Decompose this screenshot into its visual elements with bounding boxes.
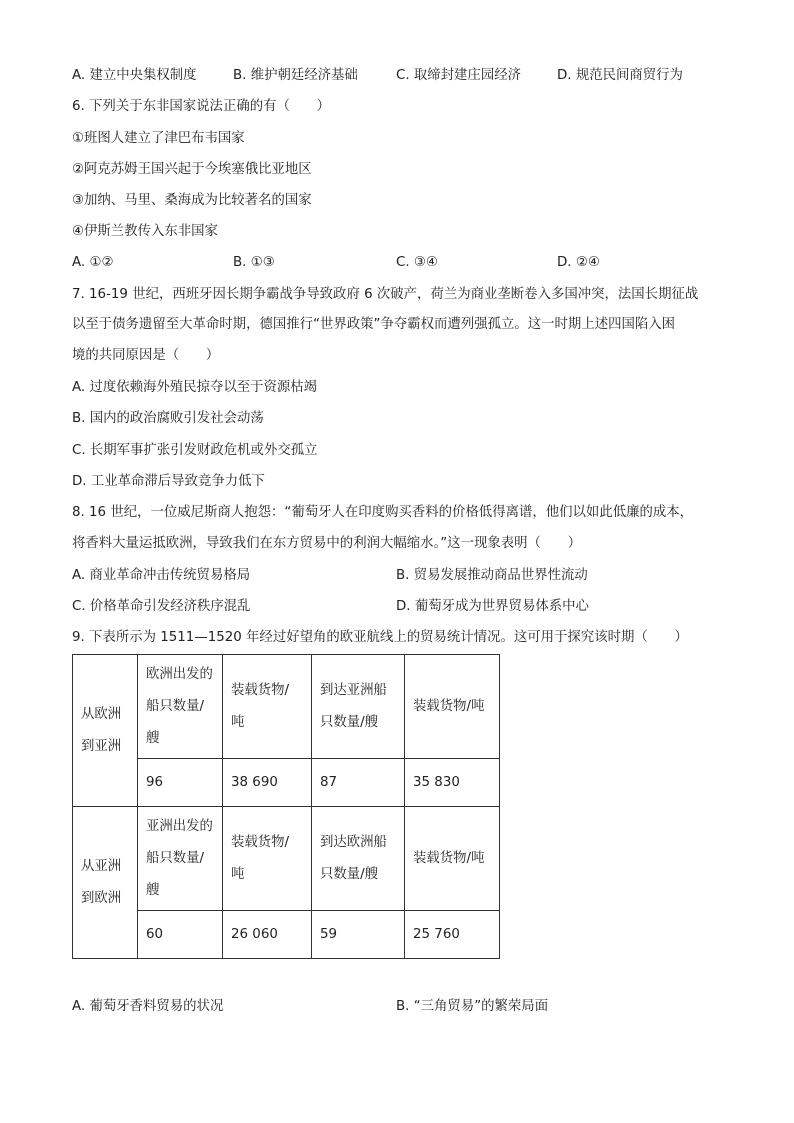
q6-item-1: ①班图人建立了津巴布韦国家	[72, 131, 245, 146]
header-line: 船只数量/	[146, 850, 205, 866]
header-line: 只数量/艘	[320, 714, 379, 730]
header-line: 只数量/艘	[320, 866, 379, 882]
region-label-line: 到欧洲	[81, 890, 122, 906]
header-cell	[138, 807, 223, 911]
header-line: 亚洲出发的	[146, 818, 213, 834]
header-line: 装载货物/	[231, 682, 290, 698]
region-cell-asia-to-europe	[73, 807, 138, 959]
q7-option-a: A. 过度依赖海外殖民掠夺以至于资源枯竭	[72, 380, 318, 395]
header-cell	[223, 655, 312, 759]
header-cell	[223, 807, 312, 911]
value-cell: 26 060	[223, 911, 312, 959]
q6-option-a: A. ①②	[72, 255, 114, 270]
header-line: 船只数量/	[146, 698, 205, 714]
q8-option-b: B. 贸易发展推动商品世界性流动	[396, 568, 588, 583]
value-cell: 59	[312, 911, 405, 959]
value-cell: 35 830	[405, 759, 500, 807]
header-line: 吨	[231, 866, 245, 882]
value-cell: 25 760	[405, 911, 500, 959]
header-line: 到达亚洲船	[320, 682, 387, 698]
header-line: 装载货物/	[231, 834, 290, 850]
q9-option-b: B. “三角贸易”的繁荣局面	[396, 999, 549, 1014]
q7-stem-line-3: 境的共同原因是（ ）	[72, 348, 220, 363]
value-cell: 87	[312, 759, 405, 807]
table-row	[73, 759, 500, 807]
region-label-line: 从欧洲	[81, 706, 122, 722]
header-cell	[312, 807, 405, 911]
header-line: 吨	[231, 714, 245, 730]
header-line: 艘	[146, 730, 160, 746]
header-cell	[138, 655, 223, 759]
header-cell	[405, 655, 500, 759]
value-cell: 38 690	[223, 759, 312, 807]
q5-option-c: C. 取缔封建庄园经济	[396, 68, 521, 83]
header-line: 艘	[146, 882, 160, 898]
q7-option-d: D. 工业革命滞后导致竞争力低下	[72, 474, 265, 489]
value-cell: 60	[138, 911, 223, 959]
q6-option-d: D. ②④	[557, 255, 600, 270]
value-cell: 96	[138, 759, 223, 807]
q8-stem-line-1: 8. 16 世纪，一位威尼斯商人抱怨：“葡萄牙人在印度购买香料的价格低得离谱，他们以如此低廉的成本，	[72, 505, 694, 520]
q6-option-b: B. ①③	[233, 255, 275, 270]
header-line: 装载货物/吨	[413, 698, 485, 714]
table-row	[73, 911, 500, 959]
q5-option-a: A. 建立中央集权制度	[72, 68, 197, 83]
table-row	[73, 655, 500, 759]
q7-stem-line-1: 7. 16-19 世纪，西班牙因长期争霸战争导致政府 6 次破产，荷兰为商业垄断卷入多国冲突，法国长期征战	[72, 287, 699, 302]
header-line: 欧洲出发的	[146, 666, 213, 682]
q6-option-c: C. ③④	[396, 255, 438, 270]
header-line: 装载货物/吨	[413, 850, 485, 866]
trade-statistics-table	[72, 654, 500, 959]
header-line: 到达欧洲船	[320, 834, 387, 850]
q7-stem-line-2: 以至于债务遗留至大革命时期，德国推行“世界政策”争夺霸权而遭列强孤立。这一时期上述四国陷入困	[72, 317, 676, 332]
q7-option-b: B. 国内的政治腐败引发社会动荡	[72, 411, 264, 426]
q5-option-d: D. 规范民间商贸行为	[557, 68, 683, 83]
region-cell-europe-to-asia	[73, 655, 138, 807]
q8-option-a: A. 商业革命冲击传统贸易格局	[72, 568, 251, 583]
q6-stem: 6. 下列关于东非国家说法正确的有（ ）	[72, 99, 331, 114]
header-cell	[405, 807, 500, 911]
q8-option-d: D. 葡萄牙成为世界贸易体系中心	[396, 599, 589, 614]
region-label-line: 到亚洲	[81, 738, 122, 754]
q9-stem: 9. 下表所示为 1511—1520 年经过好望角的欧亚航线上的贸易统计情况。这可用于探究该时期（ ）	[72, 630, 688, 645]
q6-item-2: ②阿克苏姆王国兴起于今埃塞俄比亚地区	[72, 162, 312, 177]
q7-option-c: C. 长期军事扩张引发财政危机或外交孤立	[72, 443, 318, 458]
q8-stem-line-2: 将香料大量运抵欧洲，导致我们在东方贸易中的利润大幅缩水。”这一现象表明（ ）	[72, 536, 582, 551]
q6-item-4: ④伊斯兰教传入东非国家	[72, 224, 218, 239]
q9-option-a: A. 葡萄牙香料贸易的状况	[72, 999, 224, 1014]
table-row	[73, 807, 500, 911]
q6-item-3: ③加纳、马里、桑海成为比较著名的国家	[72, 193, 312, 208]
header-cell	[312, 655, 405, 759]
q5-option-b: B. 维护朝廷经济基础	[233, 68, 358, 83]
q8-option-c: C. 价格革命引发经济秩序混乱	[72, 599, 251, 614]
region-label-line: 从亚洲	[81, 858, 122, 874]
